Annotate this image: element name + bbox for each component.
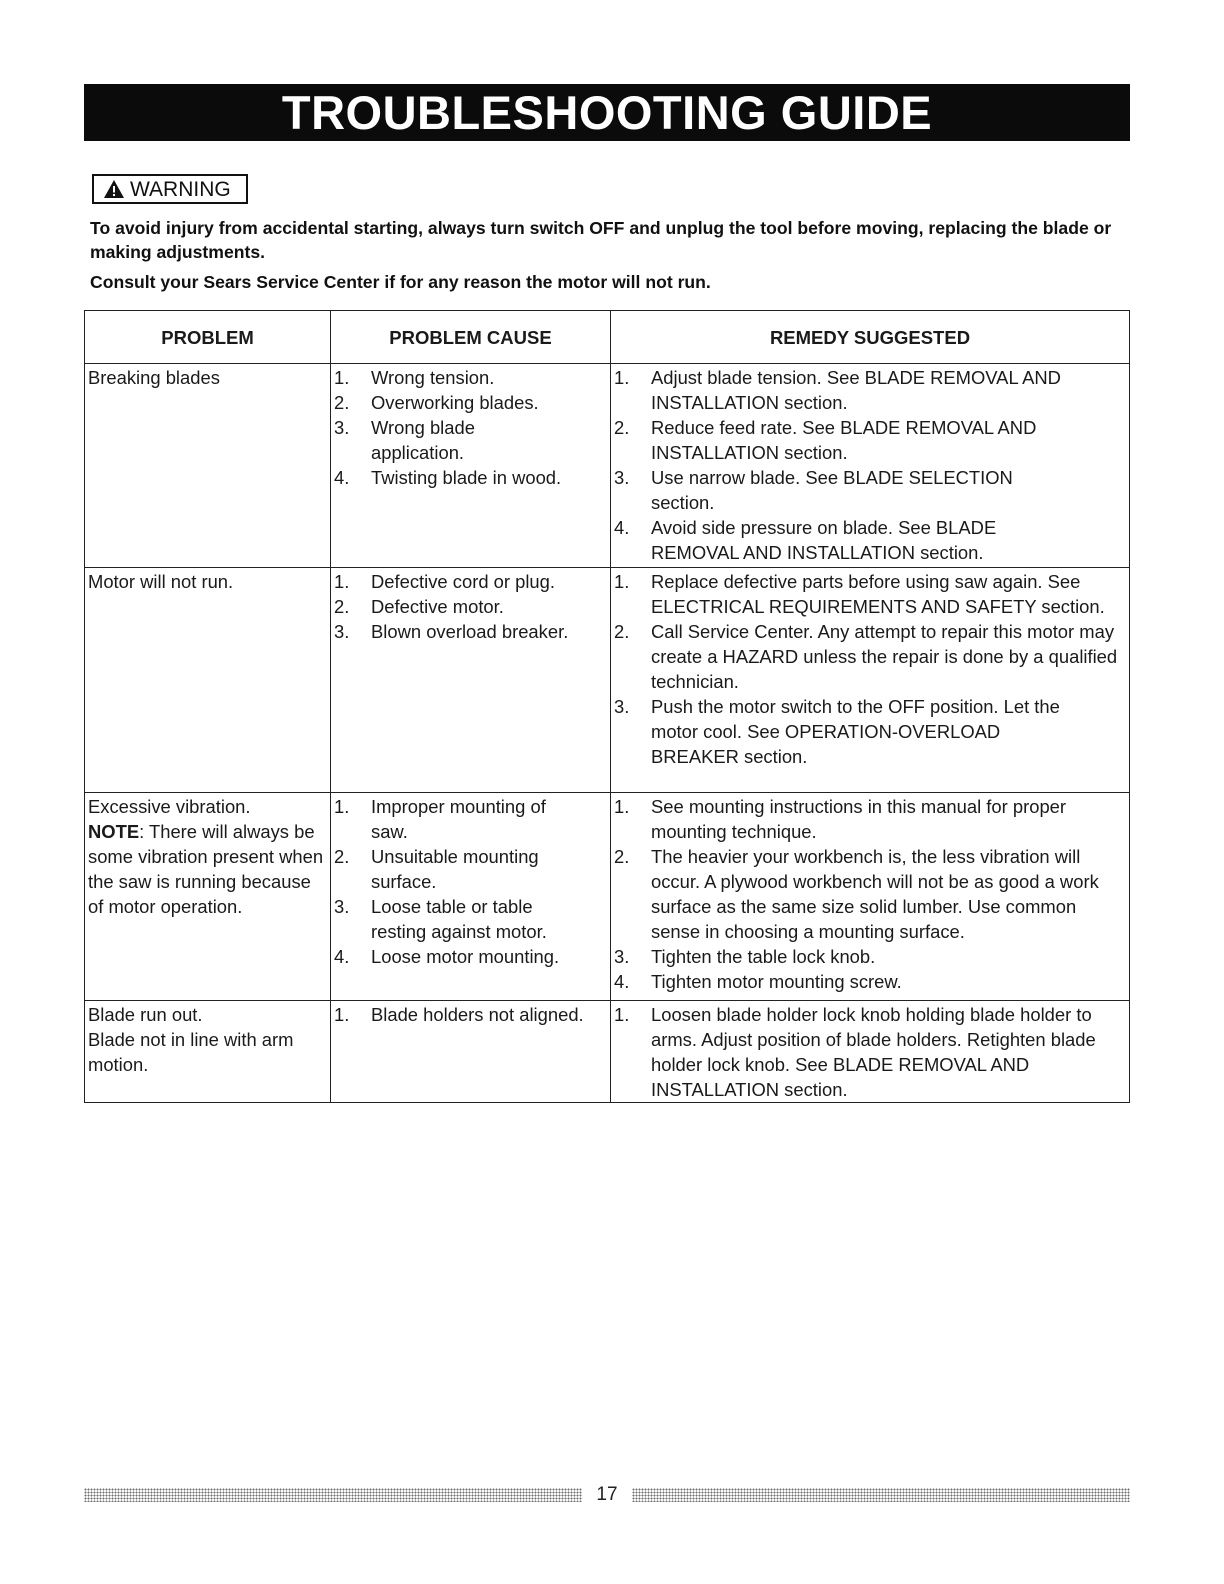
item-text: Tighten the table lock knob. <box>651 946 876 967</box>
item-number: 1. <box>334 367 350 388</box>
item-number: 1. <box>334 571 350 592</box>
list-item <box>614 844 1127 944</box>
header-remedy-suggested: REMEDY SUGGESTED <box>611 311 1130 364</box>
item-number: 1. <box>334 796 350 817</box>
cause-cell <box>331 364 611 568</box>
problem-cell <box>85 568 331 793</box>
item-number: 1. <box>334 1004 350 1025</box>
item-number: 2. <box>334 596 350 617</box>
list-item <box>334 594 608 619</box>
item-text: Adjust blade tension. See BLADE REMOVAL AND INSTALLATION section. <box>651 367 1061 413</box>
item-number: 3. <box>614 467 630 488</box>
list-item <box>614 365 1127 415</box>
page-number: 17 <box>596 1484 618 1505</box>
item-text: Wrong blade application. <box>371 417 475 463</box>
item-text: Loose motor mounting. <box>371 946 560 967</box>
list-item <box>614 515 1127 565</box>
warning-text-line: To avoid injury from accidental starting, always turn switch OFF and unplug the tool before moving, replacing the blade or making adjustments. <box>90 218 1112 262</box>
cause-cell <box>331 793 611 1001</box>
note-body: : There will always be some vibration present when the saw is running because of motor operation. <box>88 821 324 917</box>
item-text: Blown overload breaker. <box>371 621 569 642</box>
page-title: TROUBLESHOOTING GUIDE <box>84 84 1130 141</box>
list-item <box>334 415 608 465</box>
item-text: The heavier your workbench is, the less vibration will occur. A plywood workbench will not be as good a work surface as the same size solid lumber. Use common sense in choosing a mounting surface. <box>651 846 1099 942</box>
table-header-row <box>85 311 1130 364</box>
list-item <box>614 415 1127 465</box>
item-number: 2. <box>614 621 630 642</box>
problem-cell <box>85 793 331 1001</box>
item-number: 3. <box>334 417 350 438</box>
list-item <box>614 969 1127 994</box>
item-number: 1. <box>614 796 630 817</box>
list-item <box>614 619 1127 694</box>
warning-text-line: Consult your Sears Service Center if for any reason the motor will not run. <box>90 272 711 292</box>
list-item <box>614 1002 1127 1102</box>
item-number: 3. <box>614 946 630 967</box>
item-text: Push the motor switch to the OFF position. Let the motor cool. See OPERATION-OVERLOAD BREAKER section. <box>651 696 1060 767</box>
item-number: 4. <box>334 946 350 967</box>
list-item <box>614 465 1127 515</box>
item-text: Defective motor. <box>371 596 504 617</box>
item-number: 3. <box>334 621 350 642</box>
table-row <box>85 1001 1130 1103</box>
item-number: 2. <box>334 392 350 413</box>
item-text: Replace defective parts before using saw again. See ELECTRICAL REQUIREMENTS AND SAFETY section. <box>651 571 1105 617</box>
list-item <box>334 1002 608 1027</box>
item-text: Unsuitable mounting surface. <box>371 846 539 892</box>
item-text: Loose table or table resting against motor. <box>371 896 547 942</box>
item-text: Wrong tension. <box>371 367 495 388</box>
footer-pattern-left <box>84 1488 582 1502</box>
problem-text: Blade not in line with arm motion. <box>88 1029 294 1075</box>
cause-cell <box>331 1001 611 1103</box>
item-number: 2. <box>334 846 350 867</box>
item-number: 1. <box>614 1004 630 1025</box>
item-text: Avoid side pressure on blade. See BLADE REMOVAL AND INSTALLATION section. <box>651 517 997 563</box>
problem-text: Motor will not run. <box>88 571 234 592</box>
item-text: Loosen blade holder lock knob holding blade holder to arms. Adjust position of blade holders. Retighten blade holder lock knob. See BLADE REMOVAL AND INSTALLATION section. <box>651 1004 1096 1100</box>
list-item <box>334 844 608 894</box>
problem-cell <box>85 364 331 568</box>
item-text: Blade holders not aligned. <box>371 1004 584 1025</box>
item-number: 1. <box>614 571 630 592</box>
item-text: Use narrow blade. See BLADE SELECTION section. <box>651 467 1013 513</box>
table-row <box>85 364 1130 568</box>
item-text: Reduce feed rate. See BLADE REMOVAL AND INSTALLATION section. <box>651 417 1037 463</box>
item-text: Call Service Center. Any attempt to repair this motor may create a HAZARD unless the repair is done by a qualified technician. <box>651 621 1118 692</box>
list-item <box>334 365 608 390</box>
list-item <box>614 569 1127 619</box>
item-number: 2. <box>614 417 630 438</box>
item-number: 1. <box>614 367 630 388</box>
item-text: Tighten motor mounting screw. <box>651 971 902 992</box>
list-item <box>334 944 608 969</box>
note-text <box>88 819 328 919</box>
item-number: 3. <box>614 696 630 717</box>
warning-label: WARNING <box>130 177 231 201</box>
item-text: Overworking blades. <box>371 392 539 413</box>
item-number: 2. <box>614 846 630 867</box>
warning-triangle-icon <box>103 179 125 199</box>
item-number: 4. <box>614 517 630 538</box>
item-number: 4. <box>334 467 350 488</box>
item-text: Improper mounting of saw. <box>371 796 546 842</box>
list-item <box>334 894 608 944</box>
list-item <box>614 694 1127 769</box>
item-text: Defective cord or plug. <box>371 571 555 592</box>
page-footer <box>84 1484 1130 1506</box>
table-row <box>85 568 1130 793</box>
cause-cell <box>331 568 611 793</box>
note-label: NOTE <box>88 821 140 842</box>
remedy-cell <box>611 568 1130 793</box>
remedy-cell <box>611 364 1130 568</box>
problem-text: Excessive vibration. <box>88 796 251 817</box>
list-item <box>334 619 608 644</box>
item-text: See mounting instructions in this manual for proper mounting technique. <box>651 796 1067 842</box>
list-item <box>614 944 1127 969</box>
list-item <box>334 569 608 594</box>
warning-badge <box>92 174 248 204</box>
list-item <box>614 794 1127 844</box>
item-number: 4. <box>614 971 630 992</box>
header-problem-cause: PROBLEM CAUSE <box>331 311 611 364</box>
troubleshooting-table <box>84 310 1130 1103</box>
item-number: 3. <box>334 896 350 917</box>
item-text: Twisting blade in wood. <box>371 467 562 488</box>
remedy-cell <box>611 793 1130 1001</box>
table-row <box>85 793 1130 1001</box>
warning-text <box>90 216 1130 294</box>
footer-pattern-right <box>632 1488 1130 1502</box>
list-item <box>334 390 608 415</box>
problem-cell <box>85 1001 331 1103</box>
list-item <box>334 794 608 844</box>
remedy-cell <box>611 1001 1130 1103</box>
list-item <box>334 465 608 490</box>
problem-text: Blade run out. <box>88 1004 203 1025</box>
header-problem: PROBLEM <box>85 311 331 364</box>
problem-text: Breaking blades <box>88 367 220 388</box>
